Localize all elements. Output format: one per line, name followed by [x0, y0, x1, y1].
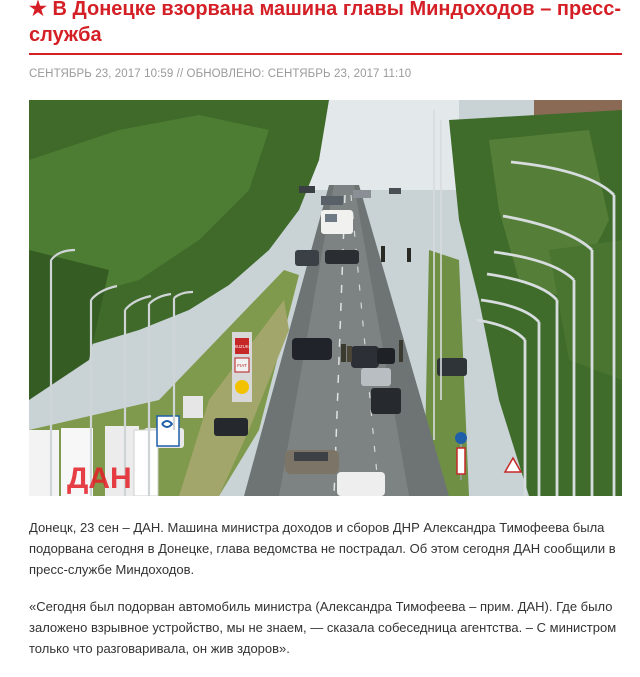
dan-watermark: ДАН [67, 462, 132, 495]
article-paragraph-2: «Сегодня был подорван автомобиль министра (Александра Тимофеева – прим. ДАН). Где было заложено взрывное устройство, мы не знаем, — сказала собеседница агентства. – С министром только что разговаривала, он жив здоров». [29, 599, 617, 656]
title-divider [29, 53, 622, 55]
article-title: ★ В Донецке взорвана машина главы Миндоходов – пресс-служба [29, 0, 621, 46]
article-paragraph-1: Донецк, 23 сен – ДАН. Машина министра доходов и сборов ДНР Александра Тимофеева была подорвана сегодня в Донецке, глава ведомства не пострадал. Об этом сегодня ДАН сообщили в пресс-службе Миндоходов. [29, 520, 616, 577]
article-date-meta: СЕНТЯБРЬ 23, 2017 10:59 // ОБНОВЛЕНО: СЕНТЯБРЬ 23, 2017 11:10 [29, 68, 412, 80]
fiat-sign-text: FIAT [237, 363, 247, 368]
article-photo [29, 100, 622, 496]
suzuki-sign-text: SUZUKI [234, 344, 250, 349]
